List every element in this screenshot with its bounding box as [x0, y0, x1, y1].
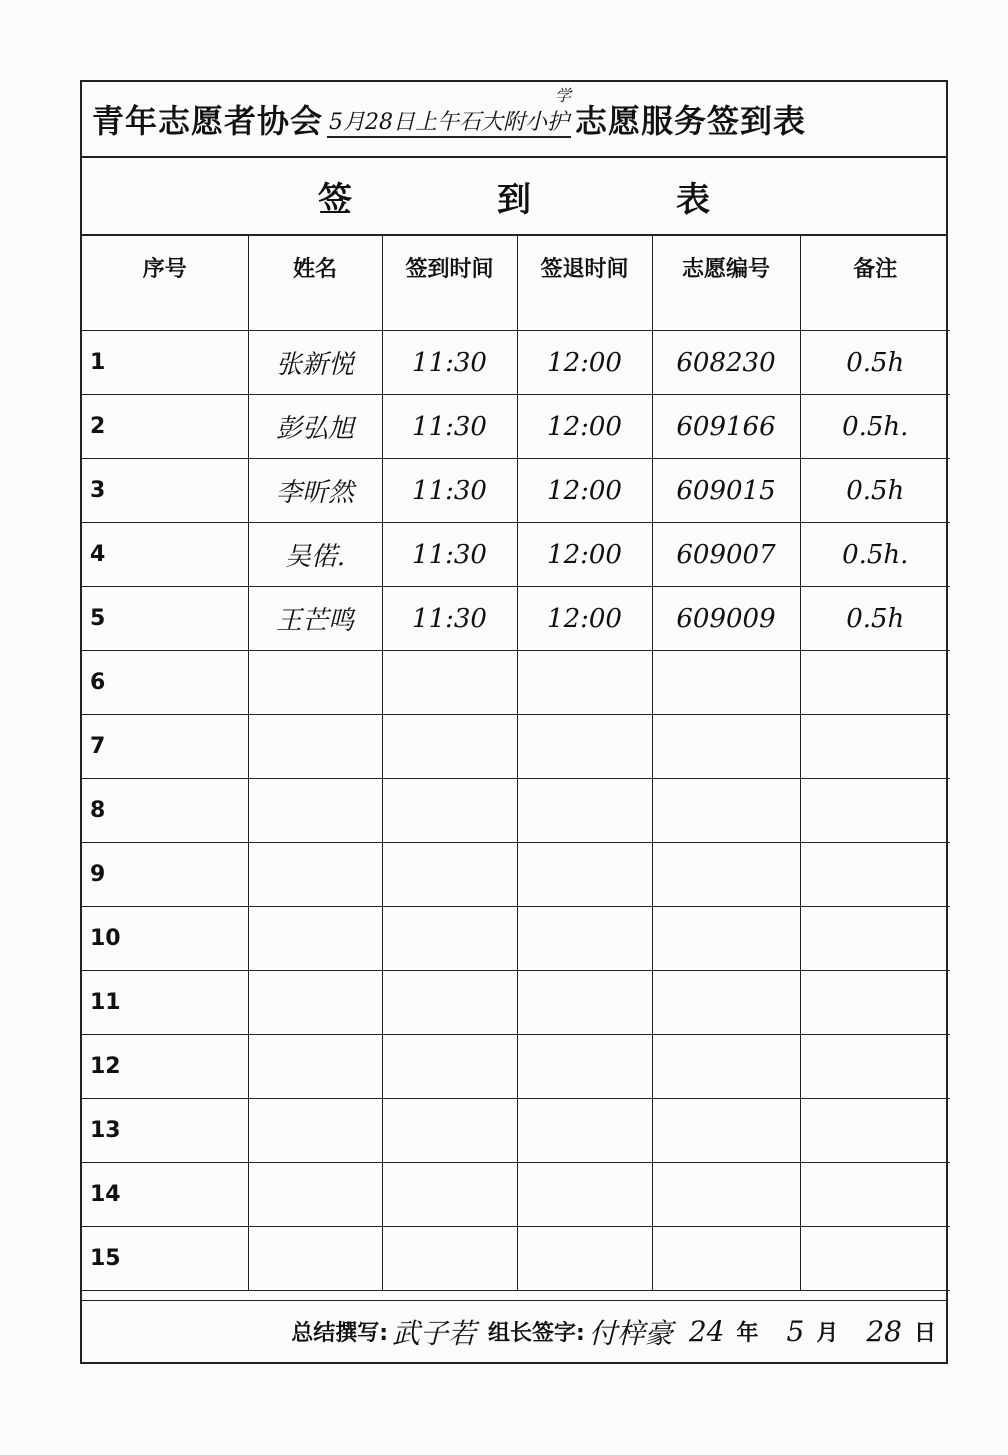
sign-in-time-cell — [382, 843, 517, 907]
sign-out-time-cell — [517, 971, 652, 1035]
table-row — [82, 331, 950, 395]
sign-out-time-cell — [517, 1035, 652, 1099]
header-row — [82, 234, 950, 331]
volunteer-id-cell — [652, 1227, 800, 1291]
table-row — [82, 651, 950, 715]
sign-in-time-cell: 11:30 — [382, 331, 517, 395]
day-label: 日 — [913, 1321, 936, 1346]
summary-signature: 武子若 — [392, 1316, 477, 1350]
volunteer-id-cell: 608230 — [652, 331, 800, 395]
volunteer-id-cell — [652, 779, 800, 843]
month-label: 月 — [816, 1321, 839, 1346]
volunteer-name-cell — [248, 1035, 382, 1099]
sign-out-time-cell: 12:00 — [517, 459, 652, 523]
note-cell — [800, 1227, 950, 1291]
table-row — [82, 971, 950, 1035]
sign-out-time-cell: 12:00 — [517, 523, 652, 587]
table-row — [82, 523, 950, 587]
volunteer-id-cell — [652, 1163, 800, 1227]
day-value: 28 — [866, 1315, 902, 1348]
row-number-cell: 2 — [82, 395, 248, 459]
sign-in-time-cell: 11:30 — [382, 523, 517, 587]
note-cell — [800, 843, 950, 907]
note-cell — [800, 1099, 950, 1163]
sign-in-time-cell — [382, 651, 517, 715]
sign-out-time-cell — [517, 907, 652, 971]
col-header-sign-out-time: 签退时间 — [517, 234, 652, 331]
title-handwritten-insert: 学 — [555, 85, 572, 105]
col-header-number: 序号 — [82, 234, 248, 331]
col-header-name: 姓名 — [248, 234, 382, 331]
title-row — [82, 82, 946, 158]
leader-label: 组长签字: — [488, 1321, 585, 1346]
volunteer-id-cell: 609007 — [652, 523, 800, 587]
sign-in-time-cell — [382, 1227, 517, 1291]
note-cell: 0.5h — [800, 331, 950, 395]
table-row — [82, 715, 950, 779]
table-row — [82, 907, 950, 971]
table-row — [82, 779, 950, 843]
volunteer-id-cell — [652, 907, 800, 971]
row-number-cell: 8 — [82, 779, 248, 843]
row-number-cell: 1 — [82, 331, 248, 395]
title-handwritten-event — [327, 85, 572, 138]
sign-in-time-cell — [382, 907, 517, 971]
footer-row — [82, 1300, 946, 1362]
sign-out-time-cell — [517, 1227, 652, 1291]
subtitle-row — [82, 158, 946, 236]
row-number-cell: 4 — [82, 523, 248, 587]
row-number-cell: 12 — [82, 1035, 248, 1099]
note-cell — [800, 907, 950, 971]
volunteer-name-cell: 王芒鸣 — [248, 587, 382, 651]
row-number-cell: 13 — [82, 1099, 248, 1163]
col-header-note: 备注 — [800, 234, 950, 331]
note-cell: 0.5h. — [800, 523, 950, 587]
sign-in-time-cell: 11:30 — [382, 587, 517, 651]
volunteer-id-cell: 609015 — [652, 459, 800, 523]
year-label: 年 — [736, 1321, 759, 1346]
sign-out-time-cell: 12:00 — [517, 395, 652, 459]
volunteer-name-cell — [248, 779, 382, 843]
sign-in-time-cell — [382, 971, 517, 1035]
year-value: 24 — [688, 1315, 725, 1348]
volunteer-id-cell — [652, 715, 800, 779]
sign-in-time-cell — [382, 715, 517, 779]
subtitle: 签到表 — [318, 179, 855, 220]
note-cell: 0.5h. — [800, 395, 950, 459]
sign-out-time-cell — [517, 843, 652, 907]
month-value: 5 — [786, 1315, 805, 1348]
volunteer-id-cell — [652, 971, 800, 1035]
table-row — [82, 395, 950, 459]
summary-label: 总结撰写: — [291, 1321, 388, 1346]
row-number-cell: 5 — [82, 587, 248, 651]
sign-in-time-cell — [382, 1099, 517, 1163]
table-row — [82, 459, 950, 523]
sign-in-time-cell: 11:30 — [382, 395, 517, 459]
sign-out-time-cell — [517, 651, 652, 715]
sign-out-time-cell — [517, 779, 652, 843]
row-number-cell: 9 — [82, 843, 248, 907]
row-number-cell: 15 — [82, 1227, 248, 1291]
sign-in-sheet — [80, 80, 948, 1364]
title-form-name: 志愿服务签到表 — [575, 102, 807, 140]
row-number-cell: 10 — [82, 907, 248, 971]
title-handwritten-text: 5月28日上午石大附小护 — [329, 109, 570, 135]
volunteer-name-cell: 张新悦 — [248, 331, 382, 395]
volunteer-name-cell — [248, 843, 382, 907]
table-row — [82, 587, 950, 651]
row-number-cell: 6 — [82, 651, 248, 715]
row-number-cell: 3 — [82, 459, 248, 523]
note-cell: 0.5h — [800, 587, 950, 651]
volunteer-id-cell — [652, 1099, 800, 1163]
title-org: 青年志愿者协会 — [92, 102, 324, 140]
note-cell — [800, 1035, 950, 1099]
note-cell — [800, 779, 950, 843]
table-body — [82, 331, 950, 1291]
sign-out-time-cell: 12:00 — [517, 587, 652, 651]
row-number-cell: 14 — [82, 1163, 248, 1227]
sign-out-time-cell — [517, 715, 652, 779]
sign-in-time-cell — [382, 1035, 517, 1099]
sign-in-table — [82, 234, 950, 1291]
volunteer-name-cell — [248, 715, 382, 779]
volunteer-name-cell: 李昕然 — [248, 459, 382, 523]
volunteer-id-cell — [652, 651, 800, 715]
volunteer-name-cell — [248, 1099, 382, 1163]
sign-in-time-cell — [382, 779, 517, 843]
table-row — [82, 843, 950, 907]
note-cell: 0.5h — [800, 459, 950, 523]
volunteer-id-cell — [652, 843, 800, 907]
note-cell — [800, 971, 950, 1035]
volunteer-name-cell — [248, 1163, 382, 1227]
volunteer-name-cell — [248, 651, 382, 715]
table-row — [82, 1163, 950, 1227]
note-cell — [800, 1163, 950, 1227]
volunteer-name-cell — [248, 1227, 382, 1291]
sign-out-time-cell: 12:00 — [517, 331, 652, 395]
sign-in-time-cell — [382, 1163, 517, 1227]
note-cell — [800, 715, 950, 779]
table-row — [82, 1099, 950, 1163]
row-number-cell: 7 — [82, 715, 248, 779]
table-row — [82, 1035, 950, 1099]
volunteer-id-cell — [652, 1035, 800, 1099]
volunteer-name-cell — [248, 971, 382, 1035]
note-cell — [800, 651, 950, 715]
volunteer-id-cell: 609009 — [652, 587, 800, 651]
volunteer-name-cell: 吴偌. — [248, 523, 382, 587]
leader-signature: 付梓豪 — [588, 1316, 673, 1350]
sign-in-time-cell: 11:30 — [382, 459, 517, 523]
sign-out-time-cell — [517, 1163, 652, 1227]
row-number-cell: 11 — [82, 971, 248, 1035]
table-row — [82, 1227, 950, 1291]
volunteer-name-cell: 彭弘旭 — [248, 395, 382, 459]
sign-out-time-cell — [517, 1099, 652, 1163]
col-header-volunteer-id: 志愿编号 — [652, 234, 800, 331]
col-header-sign-in-time: 签到时间 — [382, 234, 517, 331]
volunteer-id-cell: 609166 — [652, 395, 800, 459]
volunteer-name-cell — [248, 907, 382, 971]
